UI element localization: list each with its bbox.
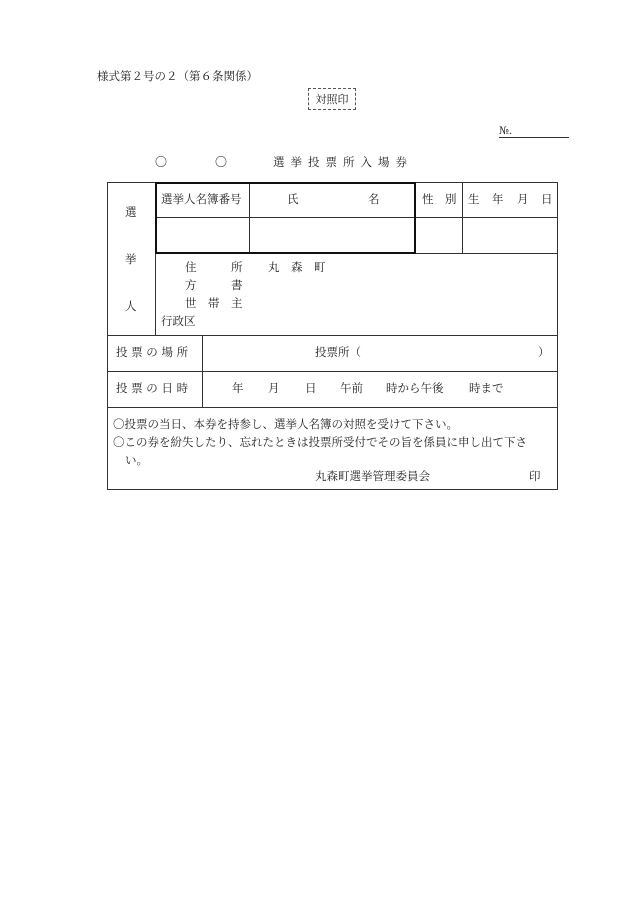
place-row-bottom: [107, 371, 558, 372]
gender-header: 性 別: [422, 192, 457, 206]
district-label: 行政区: [161, 314, 196, 328]
polling-time-year: 年: [232, 381, 244, 395]
verification-stamp-box: 対照印: [308, 88, 356, 110]
address-label: 住 所: [185, 260, 243, 274]
registry-name-divider: [249, 182, 250, 253]
thick-box-top: [155, 182, 416, 184]
voter-side-label-1: 選: [125, 205, 137, 219]
note-line-1: 〇投票の当日、本券を持参し、選挙人名簿の対照を受けて下さい。: [113, 417, 458, 431]
gender-dob-divider: [462, 182, 463, 253]
thick-box-left: [155, 182, 157, 254]
note-line-3: い。: [125, 453, 148, 467]
time-row-bottom: [107, 407, 558, 408]
dob-header-4: 日: [541, 192, 553, 206]
dob-header-2: 年: [492, 192, 504, 206]
polling-time-label: 投 票 の 日 時: [116, 381, 189, 395]
polling-time-day: 日: [305, 381, 317, 395]
circle-mark-1: 〇: [155, 155, 168, 169]
circle-mark-2: 〇: [215, 155, 228, 169]
document-title: 選挙投票所入場券: [273, 155, 413, 169]
dob-header-1: 生: [468, 192, 480, 206]
katagaki-label: 方 書: [185, 278, 243, 292]
registry-number-header: 選挙人名簿番号: [161, 192, 242, 206]
frame-bottom: [107, 489, 558, 490]
dob-header-3: 月: [517, 192, 529, 206]
voter-side-label-3: 人: [125, 299, 137, 313]
polling-place-value: 投票所（: [315, 345, 361, 359]
polling-time-until: 時まで: [469, 381, 504, 395]
number-label: №.: [499, 125, 513, 137]
polling-time-from-pm: 時から午後: [386, 381, 444, 395]
number-blank-line: [499, 137, 569, 138]
household-head-label: 世 帯 主: [185, 296, 243, 310]
frame-left: [107, 182, 108, 490]
form-id: 様式第２号の２（第６条関係）: [97, 69, 258, 83]
thick-box-right: [414, 182, 416, 254]
address-value: 丸 森 町: [268, 260, 326, 274]
name-header-2: 名: [368, 192, 380, 206]
voter-side-label-2: 挙: [125, 252, 137, 266]
polling-time-am: 午前: [340, 381, 363, 395]
thick-box-bottom: [155, 252, 416, 254]
name-header-1: 氏: [287, 192, 299, 206]
polling-place-label: 投 票 の 場 所: [116, 345, 189, 359]
header-row-divider: [155, 217, 558, 218]
voter-section-bottom: [107, 335, 558, 336]
polling-time-month: 月: [268, 381, 280, 395]
polling-place-close: ）: [538, 345, 550, 359]
note-line-2: 〇この券を紛失したり、忘れたときは投票所受付でその旨を係員に申し出て下さ: [113, 435, 527, 449]
frame-right: [557, 182, 558, 490]
issuer-seal: 印: [529, 469, 541, 483]
issuer-name: 丸森町選挙管理委員会: [315, 469, 430, 483]
